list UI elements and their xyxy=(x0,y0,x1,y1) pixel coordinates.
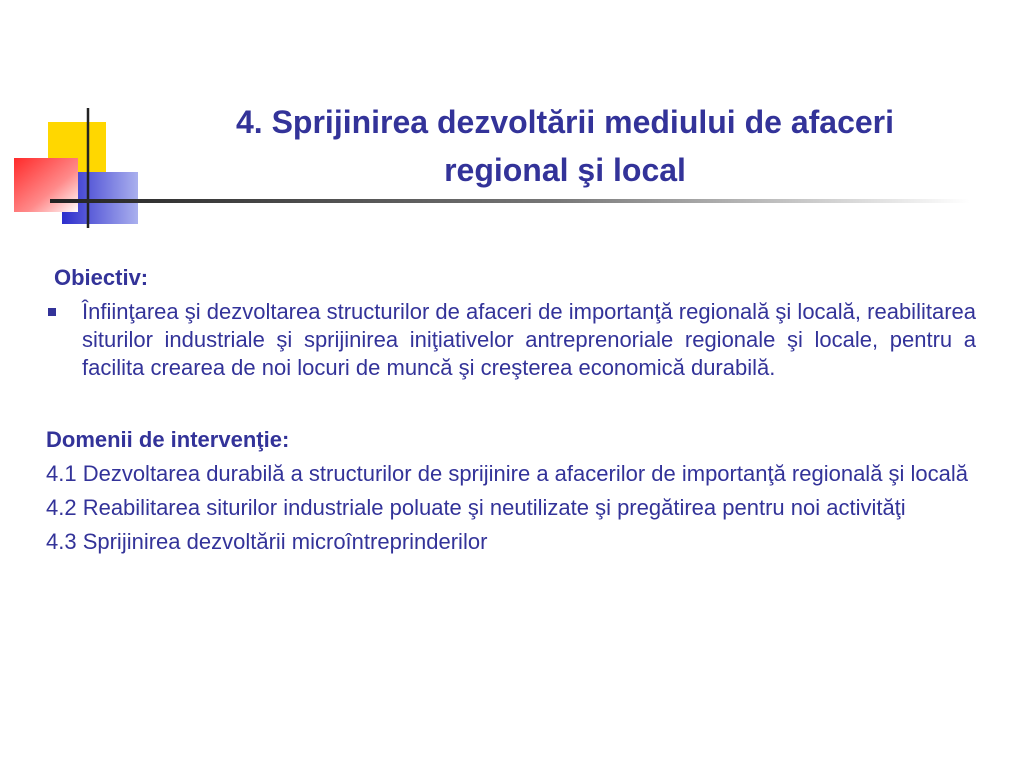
objective-bullet xyxy=(46,298,976,382)
slide-title-line-2: regional şi local xyxy=(444,152,686,188)
title-underline xyxy=(50,199,970,203)
slide-title-line-1: 4. Sprijinirea dezvoltării mediului de afaceri xyxy=(236,104,894,140)
slide-body xyxy=(46,264,976,556)
domain-item: 4.1 Dezvoltarea durabilă a structurilor de sprijinire a afacerilor de importanţă regională şi locală xyxy=(46,461,969,486)
objective-heading: Obiectiv: xyxy=(54,265,149,290)
domain-item: 4.2 Reabilitarea siturilor industriale poluate şi neutilizate şi pregătirea pentru noi activităţi xyxy=(46,495,906,520)
red-square xyxy=(14,158,78,212)
slide-title xyxy=(140,98,990,194)
domain-item: 4.3 Sprijinirea dezvoltării microîntreprinderilor xyxy=(46,529,488,554)
square-bullet-icon xyxy=(48,308,56,316)
objective-text: Înfiinţarea şi dezvoltarea structurilor de afaceri de importanţă regională şi locală, reabilitarea siturilor industriale şi sprijinirea iniţiativelor antreprenoriale regionale şi locale, pentru a facilita crearea de noi locuri de muncă şi creşterea economică durabilă. xyxy=(82,299,976,380)
domains-heading: Domenii de intervenţie: xyxy=(46,427,290,452)
